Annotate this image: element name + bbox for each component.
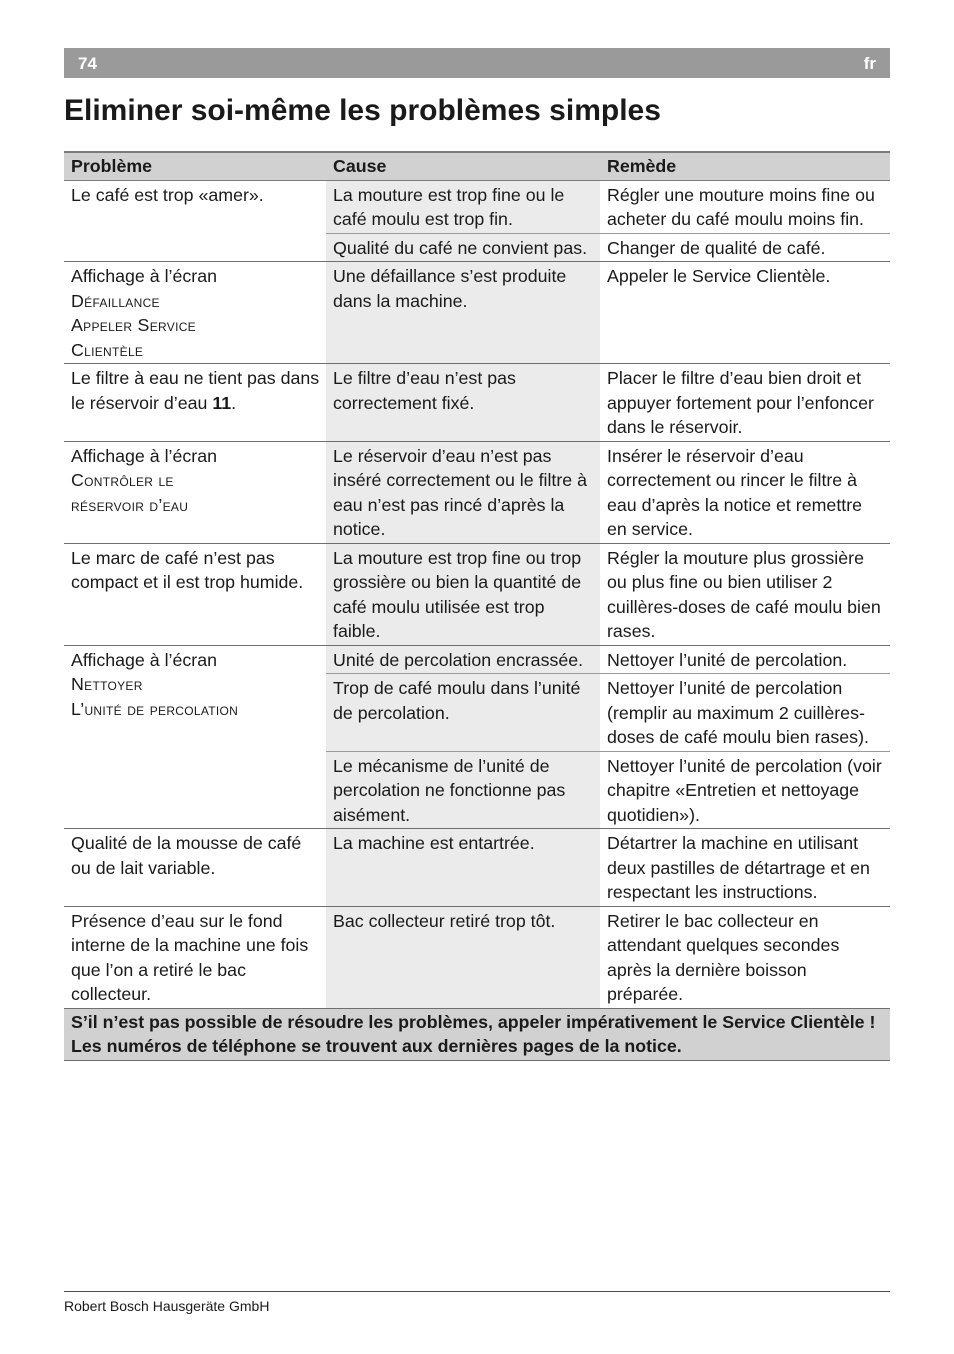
- remedy-cell: Nettoyer l’unité de percolation (voir chapitre «Entretien et nettoyage quotidien»).: [600, 751, 890, 829]
- page-number: 74: [78, 54, 97, 73]
- remedy-cell: Nettoyer l’unité de percolation.: [600, 645, 890, 674]
- cause-cell: Unité de percolation encrassée.: [326, 645, 600, 674]
- remedy-cell: Insérer le réservoir d’eau correctement ou rincer le filtre à eau d’après la notice et remettre en service.: [600, 441, 890, 543]
- page-title: Eliminer soi-même les problèmes simples: [64, 94, 661, 127]
- table-row: [64, 829, 890, 907]
- display-message: Nettoyer: [71, 674, 143, 694]
- table-row: [64, 180, 890, 233]
- problem-cell: Qualité de la mousse de café ou de lait variable.: [64, 829, 326, 907]
- part-number: 11: [212, 392, 232, 413]
- remedy-cell: Détartrer la machine en utilisant deux pastilles de détartrage et en respectant les instructions.: [600, 829, 890, 907]
- service-note: S’il n’est pas possible de résoudre les problèmes, appeler impérativement le Service Clientèle ! Les numéros de téléphone se trouvent aux dernières pages de la notice.: [64, 1008, 890, 1060]
- cause-cell: Trop de café moulu dans l’unité de percolation.: [326, 674, 600, 752]
- company-name: Robert Bosch Hausgeräte GmbH: [64, 1298, 270, 1314]
- remedy-cell: Retirer le bac collecteur en attendant quelques secondes après la dernière boisson préparée.: [600, 906, 890, 1008]
- problem-cell: Affichage à l’écran Défaillance Appeler Service Clientèle: [64, 262, 326, 364]
- table-row: [64, 441, 890, 543]
- display-message: Clientèle: [71, 339, 144, 360]
- remedy-cell: Appeler le Service Clientèle.: [600, 262, 890, 364]
- column-header-cause: Cause: [326, 152, 600, 180]
- language-code: fr: [863, 54, 876, 73]
- remedy-cell: Nettoyer l’unité de percolation (remplir au maximum 2 cuillères-doses de café moulu bien rases).: [600, 674, 890, 752]
- column-header-problem: Problème: [64, 152, 326, 180]
- table-footer-row: [64, 1008, 890, 1060]
- cause-cell: La mouture est trop fine ou trop grossière ou bien la quantité de café moulu utilisée est trop faible.: [326, 543, 600, 645]
- display-message: Défaillance: [71, 290, 160, 311]
- remedy-cell: Placer le filtre d’eau bien droit et appuyer fortement pour l’enfoncer dans le réservoir.: [600, 364, 890, 442]
- cause-cell: Le réservoir d’eau n’est pas inséré correctement ou le filtre à eau n’est pas rincé d’après la notice.: [326, 441, 600, 543]
- problem-cell: Le café est trop «amer».: [64, 180, 326, 262]
- troubleshooting-table: [64, 151, 890, 1061]
- cause-cell: Qualité du café ne convient pas.: [326, 233, 600, 262]
- problem-cell: Le marc de café n’est pas compact et il est trop humide.: [64, 543, 326, 645]
- cause-cell: La machine est entartrée.: [326, 829, 600, 907]
- column-header-remedy: Remède: [600, 152, 890, 180]
- cause-cell: La mouture est trop fine ou le café moulu est trop fin.: [326, 180, 600, 233]
- display-message: réservoir d’eau: [71, 494, 189, 515]
- problem-cell: Le filtre à eau ne tient pas dans le réservoir d’eau 11.: [64, 364, 326, 442]
- cause-cell: Le filtre d’eau n’est pas correctement fixé.: [326, 364, 600, 442]
- table-row: [64, 645, 890, 674]
- table-row: [64, 906, 890, 1008]
- problem-cell: Affichage à l’écran Nettoyer L’unité de percolation: [64, 645, 326, 829]
- display-message: L’unité de percolation: [71, 698, 239, 719]
- table-row: [64, 364, 890, 442]
- cause-cell: Bac collecteur retiré trop tôt.: [326, 906, 600, 1008]
- cause-cell: Le mécanisme de l’unité de percolation ne fonctionne pas aisément.: [326, 751, 600, 829]
- footer-divider: [64, 1291, 890, 1292]
- table-row: [64, 543, 890, 645]
- remedy-cell: Régler une mouture moins fine ou acheter du café moulu moins fin.: [600, 180, 890, 233]
- display-message: Contrôler le: [71, 470, 174, 490]
- table-row: [64, 262, 890, 364]
- problem-cell: Présence d’eau sur le fond interne de la machine une fois que l’on a retiré le bac collecteur.: [64, 906, 326, 1008]
- display-message: Appeler Service: [71, 315, 196, 335]
- problem-cell: Affichage à l’écran Contrôler le réservoir d’eau: [64, 441, 326, 543]
- page-header-bar: [64, 48, 890, 78]
- table-header-row: [64, 152, 890, 180]
- remedy-cell: Changer de qualité de café.: [600, 233, 890, 262]
- cause-cell: Une défaillance s’est produite dans la machine.: [326, 262, 600, 364]
- remedy-cell: Régler la mouture plus grossière ou plus fine ou bien utiliser 2 cuillères-doses de café moulu bien rases.: [600, 543, 890, 645]
